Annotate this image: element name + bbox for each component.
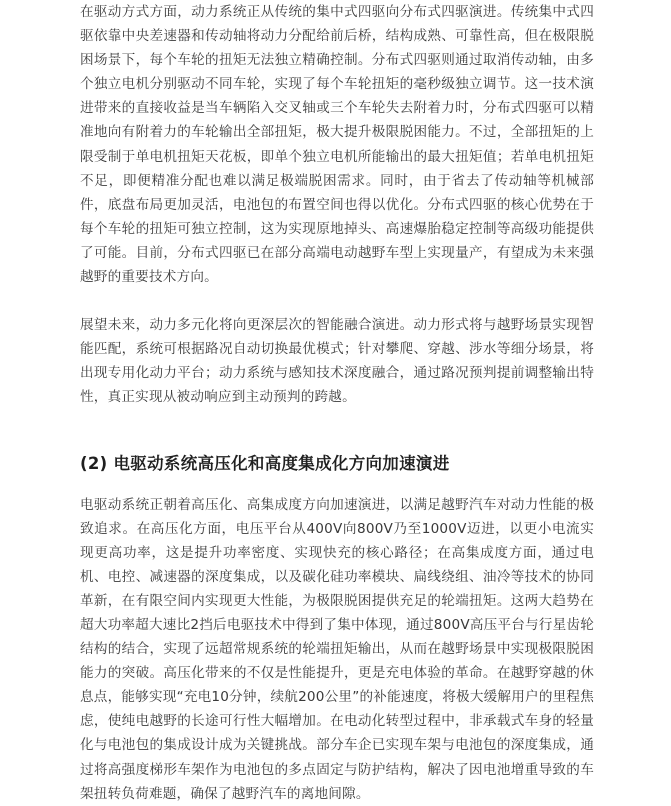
paragraph-outlook: 展望未来，动力多元化将向更深层次的智能融合演进。动力形式将与越野场景实现智能匹配，系统可根据路况自动切换最优模式；针对攀爬、穿越、涉水等细分场景，将出现专用化动力平台；动力系统与感知技术深度融合，通过路况预判提前调整输出特性，真正实现从被动响应到主动预判的跨越。	[80, 317, 594, 406]
paragraph-distributed-awd: 在驱动方式方面，动力系统正从传统的集中式四驱向分布式四驱演进。传统集中式四驱依靠中央差速器和传动轴将动力分配给前后桥，结构成熟、可靠性高，但在极限脱困场景下，每个车轮的扭矩无法独立精确控制。分布式四驱则通过取消传动轴，由多个独立电机分别驱动不同车轮，实现了每个车轮扭矩的毫秒级独立调节。这一技术演进带来的直接收益是当车辆陷入交叉轴或三个车轮失去附着力时，分布式四驱可以精准地向有附着力的车轮输出全部扭矩，极大提升极限脱困能力。不过，全部扭矩的上限受制于单电机扭矩天花板，即单个独立电机所能输出的最大扭矩值；若单电机扭矩不足，即便精准分配也难以满足极端脱困需求。同时，由于省去了传动轴等机械部件，底盘布局更加灵活，电池包的布置空间也得以优化。分布式四驱的核心优势在于每个车轮的扭矩可独立控制，这为实现原地掉头、高速爆胎稳定控制等高级功能提供了可能。目前，分布式四驱已在部分高端电动越野车型上实现量产，有望成为未来强越野的重要技术方向。	[80, 4, 594, 286]
section-heading: (2) 电驱动系统高压化和高度集成化方向加速演进	[80, 453, 450, 473]
article-body	[80, 0, 594, 806]
paragraph-high-voltage: 电驱动系统正朝着高压化、高集成度方向加速演进，以满足越野汽车对动力性能的极致追求。在高压化方面，电压平台从400V向800V乃至1000V迈进，以更小电流实现更高功率，这是提升功率密度、实现快充的核心路径；在高集成度方面，通过电机、电控、减速器的深度集成，以及碳化硅功率模块、扁线绕组、油冷等技术的协同革新，在有限空间内实现更大性能，为极限脱困提供充足的轮端扭矩。这两大趋势在超大功率超大速比2挡后电驱技术中得到了集中体现，通过800V高压平台与行星齿轮结构的结合，实现了远超常规系统的轮端扭矩输出，从而在越野场景中实现极限脱困能力的突破。高压化带来的不仅是性能提升，更是充电体验的革命。在越野穿越的休息点，能够实现“充电10分钟，续航200公里”的补能速度，将极大缓解用户的里程焦虑，使纯电越野的长途可行性大幅增加。在电动化转型过程中，非承载式车身的轻量化与电池包的集成设计成为关键挑战。部分车企已实现车架与电池包的深度集成，通过将高强度梯形车架作为电池包的多点固定与防护结构，解决了因电池增重导致的车架扭转负荷难题，确保了越野汽车的离地间隙。	[80, 496, 594, 802]
